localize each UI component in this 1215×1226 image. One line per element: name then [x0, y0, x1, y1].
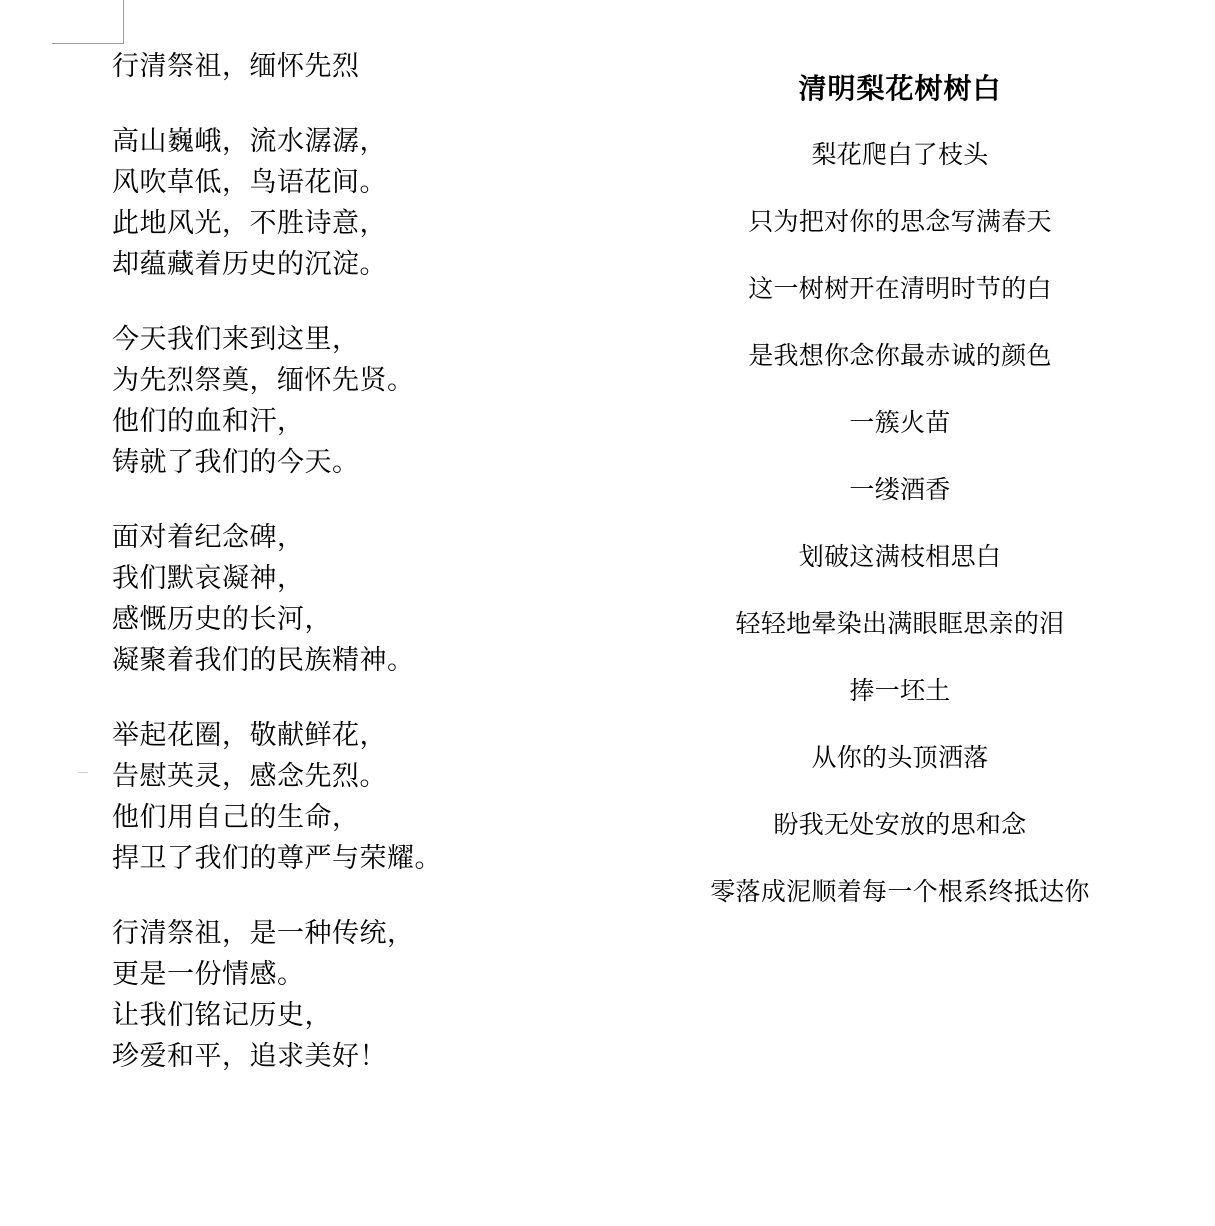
- poem-line: 让我们铭记历史，: [112, 1000, 332, 1031]
- poem-line: 划破这满枝相思白: [798, 542, 1002, 571]
- poem-line: 面对着纪念碑，: [112, 522, 305, 553]
- poem-line: 是我想你念你最赤诚的颜色: [748, 341, 1052, 370]
- poem-line: 他们的血和汗，: [112, 406, 305, 437]
- poem-line: 风吹草低，鸟语花间。: [112, 167, 387, 198]
- poem-line: 一缕酒香: [849, 475, 951, 504]
- poem-line: 我们默哀凝神，: [112, 563, 305, 594]
- poem-line: 捍卫了我们的尊严与荣耀。: [112, 843, 442, 874]
- left-poem-stanza: [112, 913, 582, 1077]
- margin-tick: [78, 772, 88, 773]
- poem-line: 这一树树开在清明时节的白: [748, 274, 1052, 303]
- poem-line: 举起花圈，敬献鲜花，: [112, 720, 387, 751]
- poem-line: 珍爱和平，追求美好！: [112, 1041, 387, 1072]
- poem-line: 从你的头顶洒落: [811, 743, 989, 772]
- left-poem-stanza: [112, 517, 582, 681]
- left-poem-stanza: [112, 46, 582, 87]
- poem-line: 为先烈祭奠，缅怀先贤。: [112, 365, 415, 396]
- poem-line: 高山巍峨，流水潺潺，: [112, 126, 387, 157]
- left-poem-stanza: [112, 121, 582, 285]
- poem-line: 铸就了我们的今天。: [112, 447, 360, 478]
- poem-line: 一簇火苗: [849, 408, 951, 437]
- poem-line: 零落成泥顺着每一个根系终抵达你: [710, 877, 1090, 906]
- page-corner-mark: [52, 0, 124, 44]
- poem-line: 感慨历史的长河，: [112, 604, 332, 635]
- poem-line: 凝聚着我们的民族精神。: [112, 645, 415, 676]
- poem-line: 更是一份情感。: [112, 959, 305, 990]
- left-poem-stanza: [112, 715, 582, 879]
- right-poem-column: [620, 68, 1180, 909]
- poem-line: 行清祭祖，缅怀先烈: [112, 51, 360, 82]
- poem-line: 轻轻地晕染出满眼眶思亲的泪: [735, 609, 1065, 638]
- poem-line: 盼我无处安放的思和念: [773, 810, 1027, 839]
- poem-line: 捧一坯土: [849, 676, 951, 705]
- poem-line: 行清祭祖，是一种传统，: [112, 918, 415, 949]
- left-poem-column: [112, 46, 582, 1111]
- right-poem-title: 清明梨花树树白: [798, 72, 1002, 105]
- poem-line: 却蕴藏着历史的沉淀。: [112, 249, 387, 280]
- left-poem-stanza: [112, 319, 582, 483]
- poem-line: 今天我们来到这里，: [112, 324, 360, 355]
- poem-line: 他们用自己的生命，: [112, 802, 360, 833]
- poem-line: 告慰英灵，感念先烈。: [112, 761, 387, 792]
- poem-line: 只为把对你的思念写满春天: [748, 207, 1052, 236]
- poem-line: 梨花爬白了枝头: [811, 140, 989, 169]
- poem-line: 此地风光，不胜诗意，: [112, 208, 387, 239]
